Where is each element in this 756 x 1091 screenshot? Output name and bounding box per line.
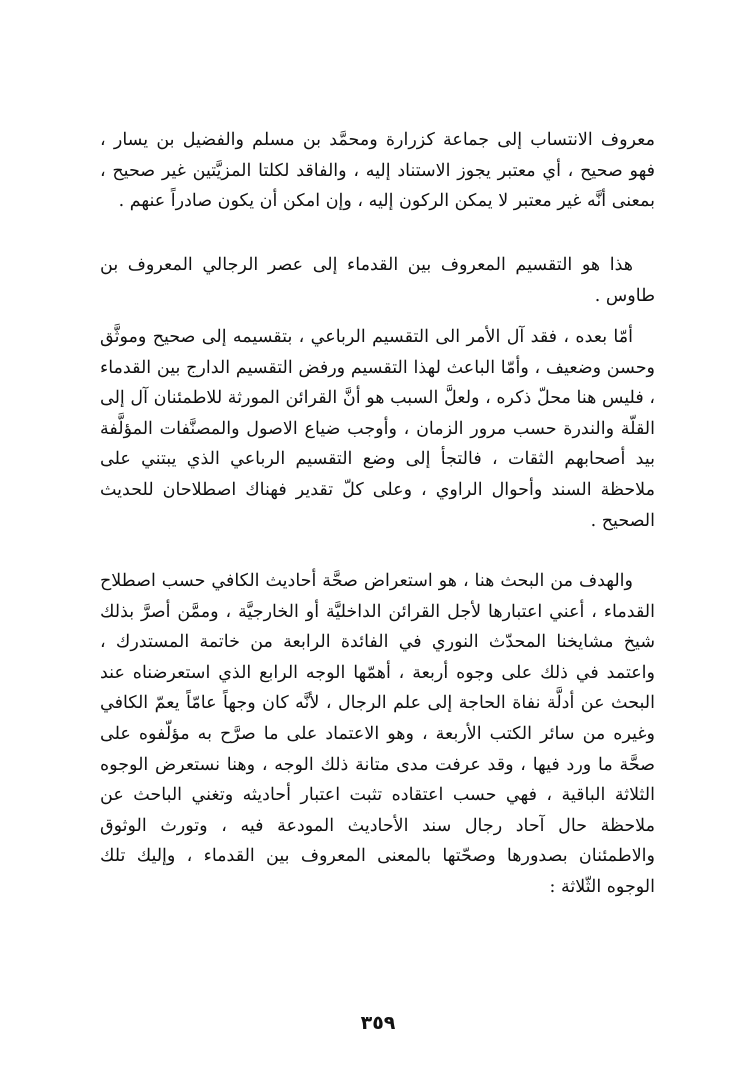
paragraph-4-text: والهدف من البحث هنا ، هو استعراض صحَّة أحاديث الكافي حسب اصطلاح القدماء ، أعني اعتبارها لأجل القرائن الداخليَّة أو الخارجيَّة ، وممَّن أصرَّ بذلك شيخ مشايخنا المحدّث النوري في الفائدة الرابعة من خاتمة المستدرك ، واعتمد في ذلك على وجوه أربعة ، أهمّها الوجه الرابع الذي استعرضناه عند البحث عن أدلَّة نفاة الحاجة إلى علم الرجال ، لأنَّه كان وجهاً عامّاً يعمّ الكافي وغيره من سائر الكتب الأربعة ، وهو الاعتماد على ما صرَّح به مؤلّفوه على صحَّة ما ورد فيها ، وقد عرفت مدى متانة ذلك الوجه ، وهنا نستعرض الوجوه الثلاثة الباقية ، فهي حسب اعتقاده تثبت اعتبار أحاديثه وتغني الباحث عن ملاحظة حال آحاد رجال سند الأحاديث المودعة فيه ، وتورث الوثوق والاطمئنان بصدورها وصحّتها بالمعنى المعروف بين القدماء ، وإليك تلك الوجوه الثّلاثة : xyxy=(100,571,655,897)
page-number: ٣٥٩ xyxy=(360,1012,396,1034)
paragraph-2-text: هذا هو التقسيم المعروف بين القدماء إلى عصر الرجالي المعروف بن طاوس . xyxy=(100,255,655,306)
paragraph-1-text: معروف الانتساب إلى جماعة كزرارة ومحمَّد بن مسلم والفضيل بن يسار ، فهو صحيح ، أي معتبر يجوز الاستناد إليه ، والفاقد لكلتا المزيَّتين غير صحيح ، بمعنى أنَّه غير معتبر لا يمكن الركون إليه ، وإن امكن أن يكون صادراً عنهم . xyxy=(100,130,655,212)
paragraph-3 xyxy=(100,322,655,536)
paragraph-1 xyxy=(100,125,655,217)
paragraph-3-text: أمّا بعده ، فقد آل الأمر الى التقسيم الرباعي ، بتقسيمه إلى صحيح وموثَّق وحسن وضعيف ، وأمّا الباعث لهذا التقسيم ورفض التقسيم الدارج بين القدماء ، فليس هنا محلّ ذكره ، ولعلَّ السبب هو أنَّ القرائن المورثة للاطمئنان آل إلى القلّة والندرة حسب مرور الزمان ، وأوجب ضياع الاصول والمصنَّفات المؤلَّفة بيد أصحابهم الثقات ، فالتجأ إلى وضع التقسيم الرباعي الذي يبتني على ملاحظة السند وأحوال الراوي ، وعلى كلّ تقدير فهناك اصطلاحان للحديث الصحيح . xyxy=(100,327,655,531)
paragraph-4 xyxy=(100,566,655,903)
paragraph-2 xyxy=(100,250,655,311)
